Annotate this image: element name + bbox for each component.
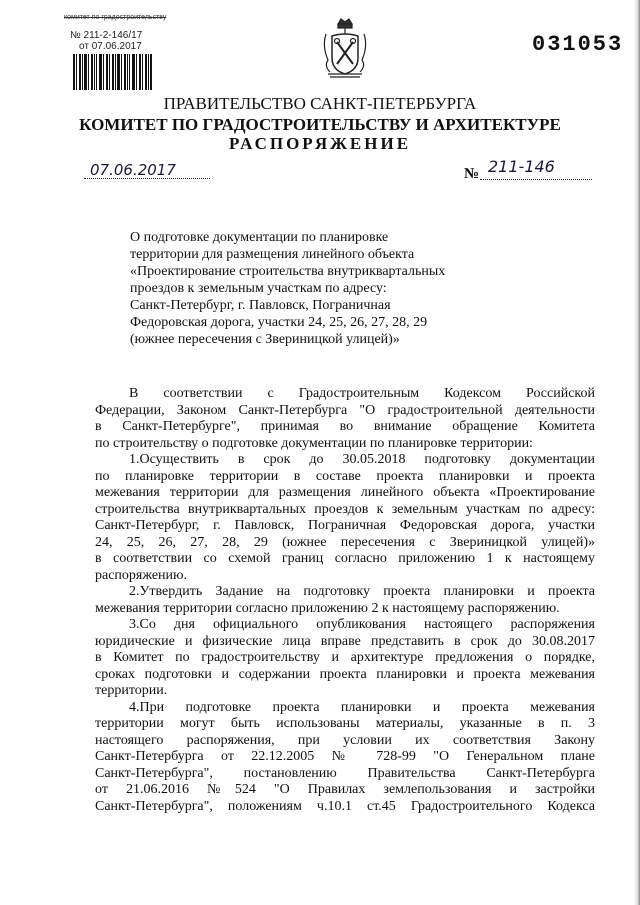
body-line: Федерации, Законом Санкт-Петербурга "О градостроительной деятельности: [95, 402, 595, 418]
body-line: сроках подготовки и содержании проекта планировки и проекта межевания: [95, 666, 595, 682]
subject-line: Федоровская дорога, участки 24, 25, 26, 27, 28, 29: [130, 315, 428, 330]
body-line: 1.Осуществить в срок до 30.05.2018 подготовку документации: [129, 452, 595, 467]
date-underline: [84, 178, 210, 179]
order-number-handwritten: 211-146: [488, 157, 555, 176]
body-line: от 21.06.2016 №524 "О Правилах землепользования и застройки: [95, 782, 595, 797]
body-line: 24, 25, 26, 27, 28, 29 (южнее пересечения с Звериницкой улицей)»: [95, 534, 595, 550]
document-serial-number: 031053: [532, 32, 624, 57]
body-line: юридические и физические лица вправе представить в срок до 30.08.2017: [95, 633, 595, 649]
registration-stamp-header: комитет по градостроительству: [64, 14, 167, 21]
body-line: межевания территории для размещения линейного объекта «Проектирование: [95, 485, 595, 500]
government-title: ПРАВИТЕЛЬСТВО САНКТ-ПЕТЕРБУРГА: [163, 94, 477, 113]
body-line: Санкт-Петербург, г. Павловск, Пограничная Федоровская дорога, участки: [95, 518, 595, 533]
document-type-title: РАСПОРЯЖЕНИЕ: [228, 134, 412, 153]
body-line: Санкт-Петербурга", постановлению Правительства Санкт-Петербурга: [95, 765, 595, 781]
body-line: по планировке территории в составе проекта планировки и проекта: [95, 468, 595, 484]
registration-number: № 211-2-146/17: [70, 30, 143, 41]
body-line: распоряжению.: [95, 567, 188, 583]
subject-line: (южнее пересечения с Звериницкой улицей)»: [130, 332, 400, 347]
body-line: в Комитет по градостроительству и архитектуре предложения о порядке,: [95, 650, 595, 665]
coat-of-arms-emblem: [318, 16, 372, 80]
scan-edge-shadow: [634, 0, 640, 905]
subject-line: «Проектирование строительства внутриквартальных: [130, 264, 446, 279]
subject-line: Санкт-Петербург, г. Павловск, Пограничная: [130, 298, 391, 313]
body-line: В соответствии с Градостроительным Кодексом Российской: [129, 386, 595, 401]
body-line: 2.Утвердить Задание на подготовку проекта планировки и проекта: [129, 584, 595, 599]
registration-date: от 07.06.2017: [79, 41, 142, 52]
subject-line: О подготовке документации по планировке: [130, 230, 389, 245]
body-line: межевания территории согласно приложению 2 к настоящему распоряжению.: [95, 600, 560, 616]
body-line: в Санкт-Петербурге", принимая во внимание обращение Комитета: [95, 419, 595, 434]
body-line: Санкт-Петербурга", положениям ч.10.1 ст.45 Градостроительного Кодекса: [95, 798, 595, 814]
body-line: Санкт-Петербурга от 22.12.2005 № 728-99 "О Генеральном плане: [95, 749, 595, 764]
order-subject: [130, 229, 470, 348]
body-line: в соответствии со схемой границ согласно приложению 1 к настоящему: [95, 551, 595, 566]
body-line: строительства внутриквартальных проездов к земельным участкам по адресу:: [95, 501, 595, 517]
barcode: [73, 54, 153, 90]
subject-line: территории для размещения линейного объекта: [130, 247, 415, 262]
order-date-handwritten: 07.06.2017: [90, 161, 176, 179]
body-line: 4.При подготовке проекта планировки и проекта межевания: [129, 699, 595, 715]
order-number-label: №: [464, 166, 480, 182]
order-body: [95, 386, 595, 815]
body-line: настоящего распоряжения, при условии их соответствия Закону: [95, 732, 595, 748]
number-underline: [480, 179, 592, 180]
body-line: по строительству о подготовке документации по планировке территории:: [95, 435, 533, 451]
body-line: территории.: [95, 683, 168, 698]
body-line: территории могут быть использованы материалы, указанные в п. 3: [95, 716, 595, 731]
subject-line: проездов к земельным участкам по адресу:: [130, 281, 387, 296]
body-line: 3.Со дня официального опубликования настоящего распоряжения: [129, 617, 595, 632]
committee-title: КОМИТЕТ ПО ГРАДОСТРОИТЕЛЬСТВУ И АРХИТЕКТУРЕ: [79, 115, 561, 134]
